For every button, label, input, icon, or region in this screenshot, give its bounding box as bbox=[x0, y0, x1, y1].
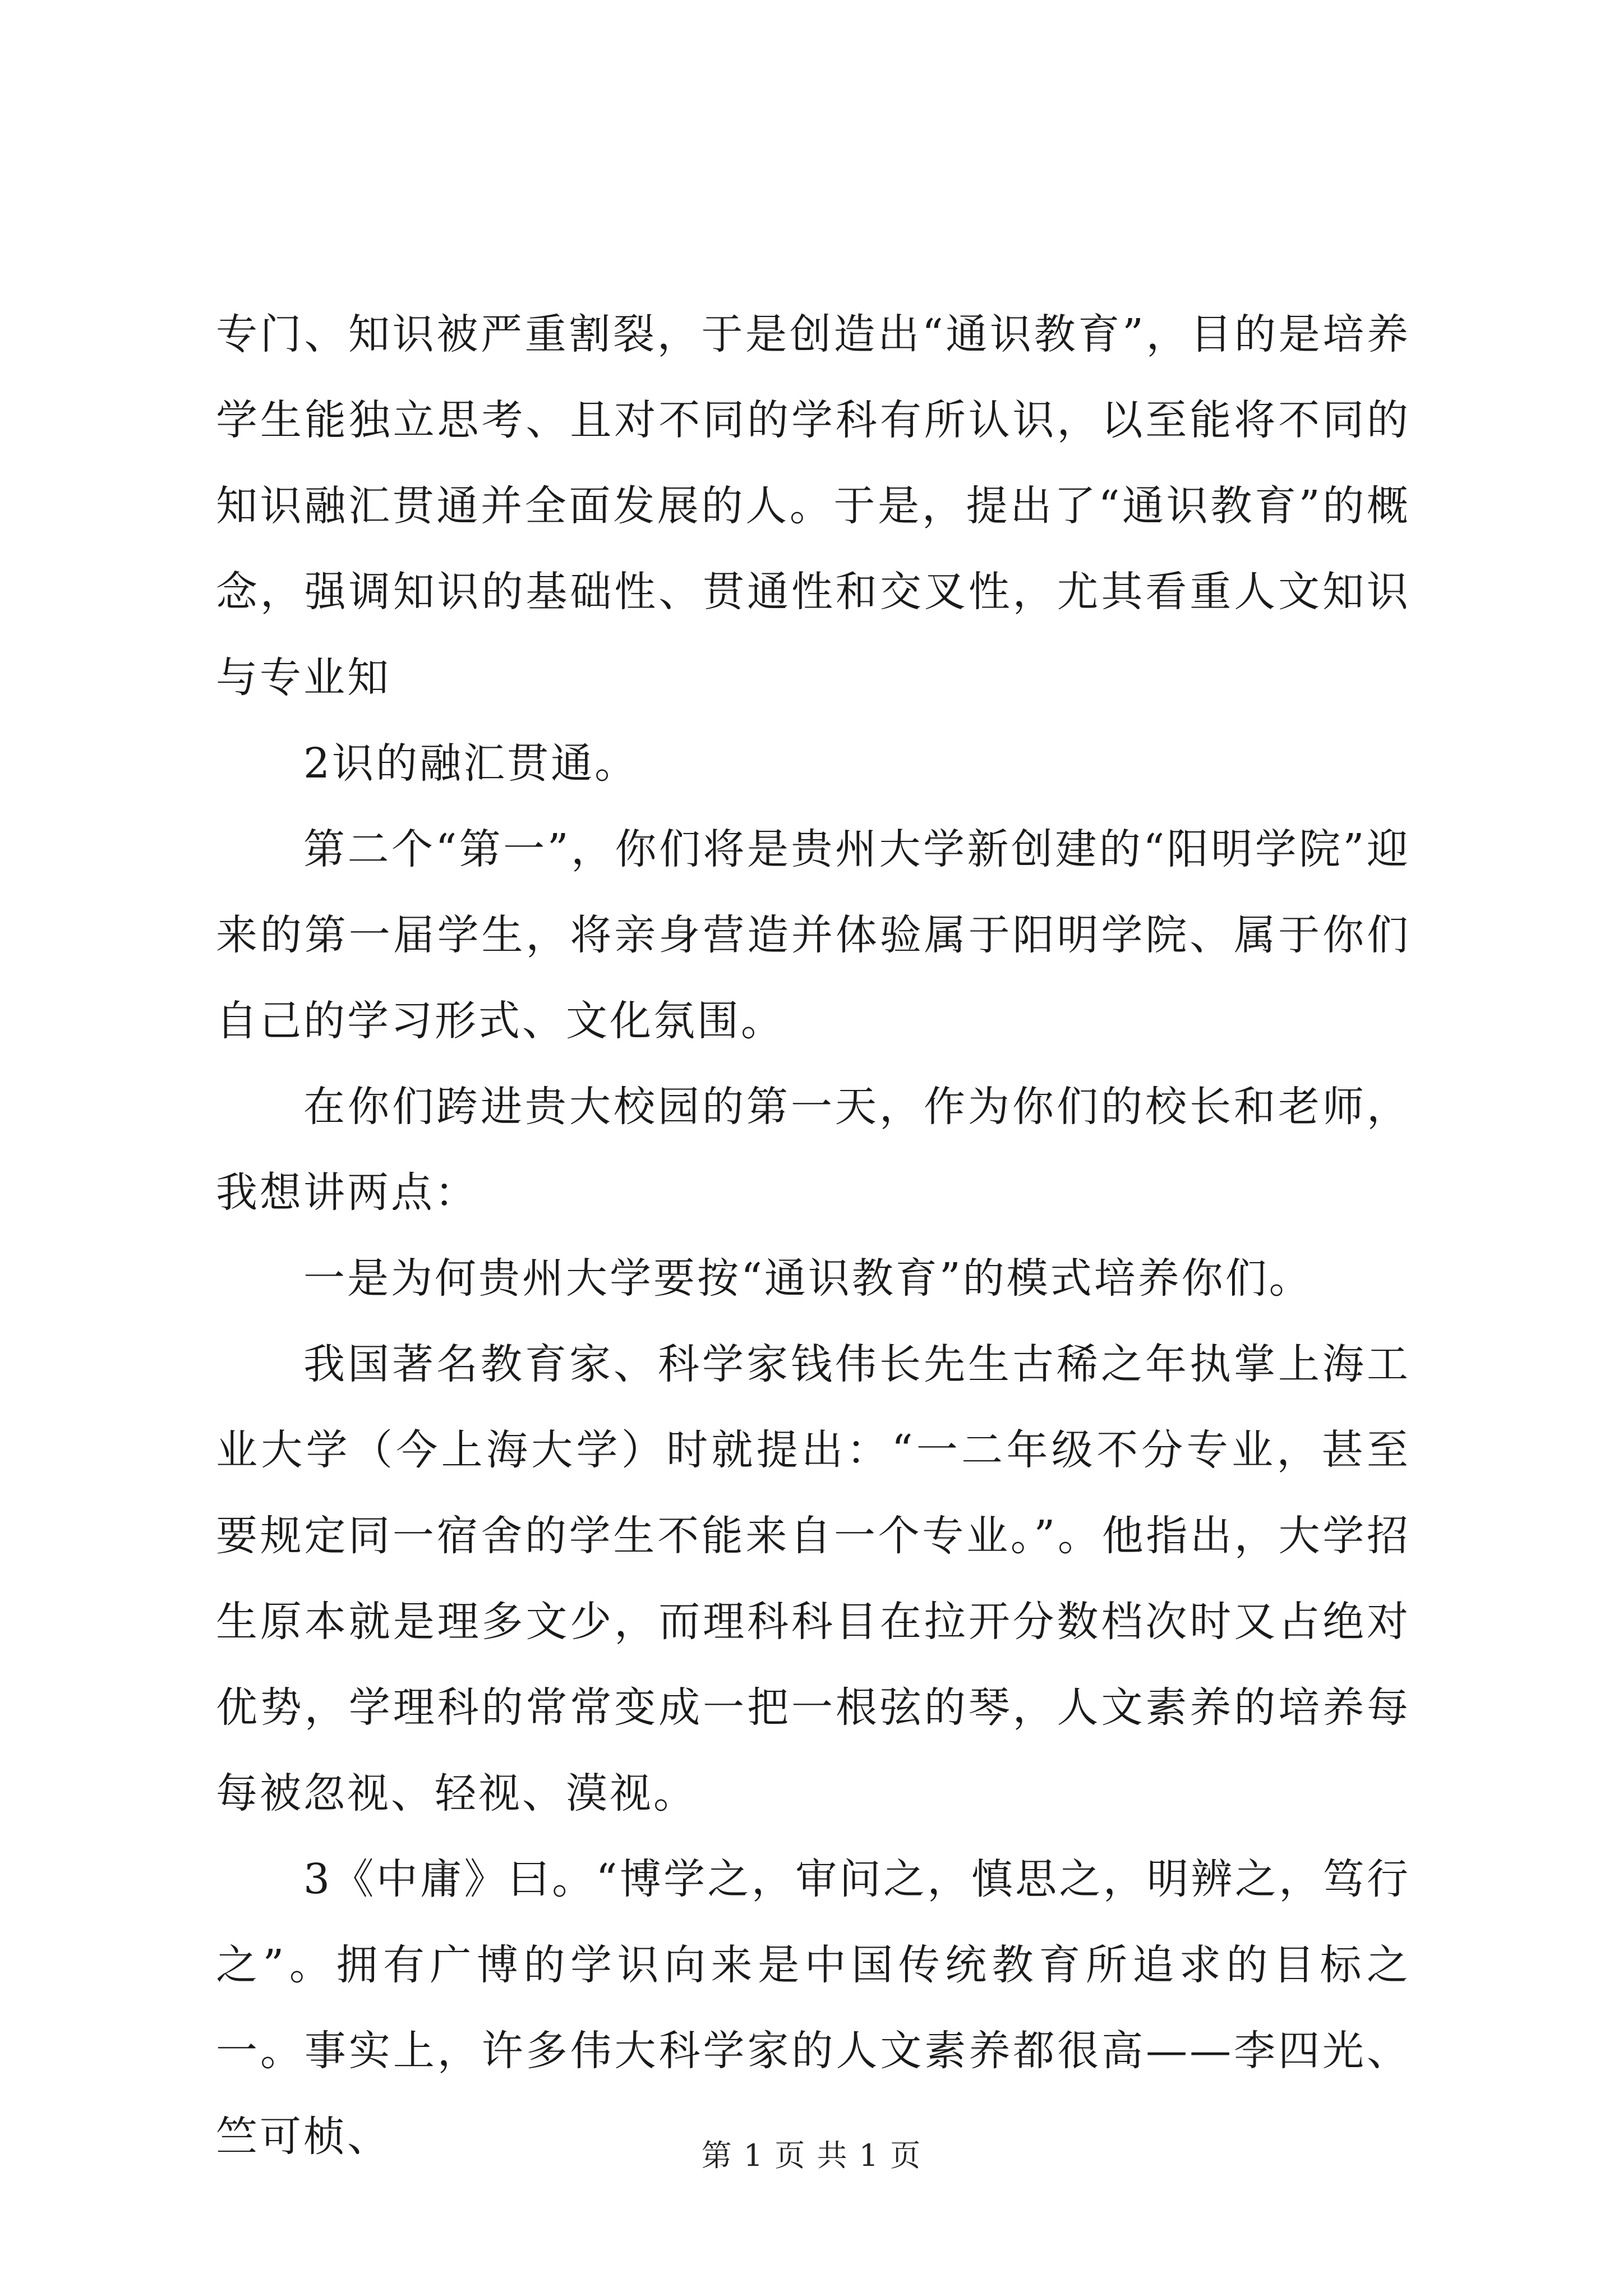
paragraph-7: 3《中庸》曰。“博学之，审问之，慎思之，明辨之，笃行之”。拥有广博的学识向来是中国传统教育所追求的目标之一。事实上，许多伟大科学家的人文素养都很高——李四光、竺可桢、 bbox=[216, 1855, 1410, 2161]
page-number-label: 第 1 页 共 1 页 bbox=[701, 2138, 922, 2173]
paragraph-4: 在你们跨进贵大校园的第一天，作为你们的校长和老师，我想讲两点： bbox=[216, 1083, 1410, 1217]
paragraph-1: 专门、知识被严重割裂，于是创造出“通识教育”，目的是培养学生能独立思考、且对不同的学科有所认识，以至能将不同的知识融汇贯通并全面发展的人。于是，提出了“通识教育”的概念，强调知识的基础性、贯通性和交叉性，尤其看重人文知识与专业知 bbox=[216, 310, 1410, 702]
paragraph-3: 第二个“第一”，你们将是贵州大学新创建的“阳明学院”迎来的第一届学生，将亲身营造并体验属于阳明学院、属于你们自己的学习形式、文化氛围。 bbox=[216, 825, 1410, 1045]
document-body bbox=[216, 292, 1410, 2180]
paragraph-6: 我国著名教育家、科学家钱伟长先生古稀之年执掌上海工业大学（今上海大学）时就提出：“一二年级不分专业，甚至要规定同一宿舍的学生不能来自一个专业。”。他指出，大学招生原本就是理多文少，而理科科目在拉开分数档次时又占绝对优势，学理科的常常变成一把一根弦的琴，人文素养的培养每每被忽视、轻视、漠视。 bbox=[216, 1340, 1410, 1818]
paragraph-2: 2识的融汇贯通。 bbox=[303, 739, 639, 788]
page-footer bbox=[0, 2136, 1623, 2175]
paragraph-5: 一是为何贵州大学要按“通识教育”的模式培养你们。 bbox=[303, 1254, 1313, 1303]
